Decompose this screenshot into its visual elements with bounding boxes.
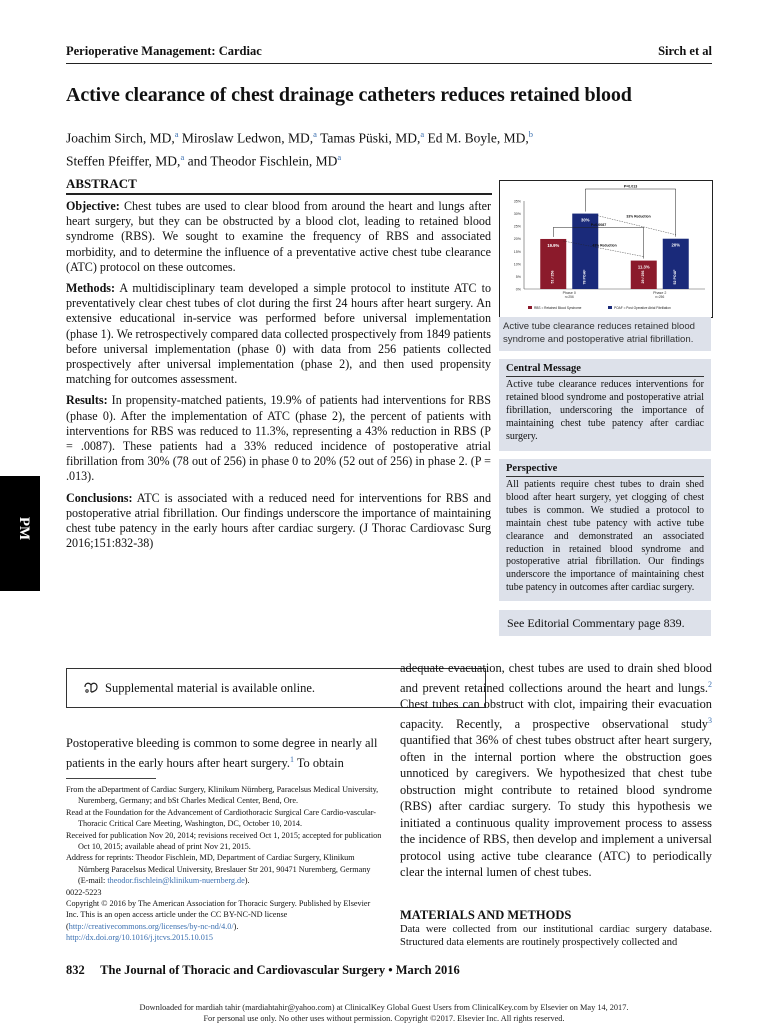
figure-caption: Active tube clearance reduces retained blood syndrome and postoperative atrial fibrillation. bbox=[499, 317, 711, 351]
methods-label: Methods: bbox=[66, 281, 116, 296]
address-end: ). bbox=[244, 876, 250, 886]
reference-link[interactable]: 3 bbox=[708, 715, 712, 725]
bar-value-label: 30% bbox=[581, 217, 590, 223]
page-footer bbox=[66, 963, 460, 978]
bar-value-label: 20% bbox=[671, 242, 680, 248]
y-tick-label: 5% bbox=[515, 274, 521, 279]
perspective-box bbox=[499, 459, 711, 601]
author-affiliation[interactable]: b bbox=[528, 129, 534, 139]
author-name: Miroslaw Ledwon, MD, bbox=[178, 130, 314, 146]
methods-text: A multidisciplinary team developed a simple protocol to institute ATC to preventatively clear chest tubes of clot during the first 24 hours after heart surgery. An extensive educational in-service was performed before universal implementation (phase 1). We retrospectively compared data collected prospectively from 1849 patients before universal implementation (phase 0) with data from 256 patients collected prospectively after universal implementation (phase 2), and then used propensity matching for outcomes assessment. bbox=[66, 281, 492, 387]
y-tick-label: 35% bbox=[513, 199, 521, 204]
bar-value-label: 11.3% bbox=[637, 264, 650, 270]
download-notice bbox=[0, 1003, 768, 1024]
copyright-end: ). bbox=[233, 921, 239, 931]
intro-right-text-3: quantified that 36% of chest tubes obstruct after heart surgery, often in the internal portion where the obstruction goes unnoticed by caregivers. We hypothesized that chest tube obstruction might contribute to retained blood syndrome (RBS) after cardiac surgery. To study this hypothesis we initiated a continuous quality improvement process to assess the incidence of RBS, then develop and implement a universal protocol using active tube clearance (ATC) to periodically clear the internal lumen of chest tubes. bbox=[400, 733, 712, 880]
y-tick-label: 25% bbox=[513, 224, 521, 229]
supplemental-label: Supplemental material is available online. bbox=[105, 681, 316, 695]
abstract-objective bbox=[66, 199, 491, 275]
reduction-rbs: 43% Reduction bbox=[592, 243, 617, 248]
license-link[interactable]: http://creativecommons.org/licenses/by-nc-nd/4.0/ bbox=[68, 921, 234, 931]
download-notice-line-2: For personal use only. No other uses without permission. Copyright ©2017. Elsevier Inc. All rights reserved. bbox=[203, 1013, 565, 1023]
perspective-heading: Perspective bbox=[506, 463, 704, 477]
author-affiliation[interactable]: a bbox=[420, 129, 425, 139]
central-message-heading: Central Message bbox=[506, 363, 704, 377]
reference-link[interactable]: 1 bbox=[289, 754, 294, 764]
p-value-poaf: P=0.013 bbox=[623, 184, 638, 189]
footnotes bbox=[66, 784, 382, 944]
footnote-rule bbox=[66, 778, 156, 779]
author-line-2 bbox=[66, 148, 626, 171]
legend-label: POAF = Post Operative Atrial Fibrillation bbox=[614, 306, 671, 310]
conclusions-label: Conclusions: bbox=[66, 490, 133, 505]
author-affiliation[interactable]: a bbox=[337, 151, 342, 162]
x-tick-label: Phase 0 bbox=[562, 291, 576, 295]
author-affiliation[interactable]: a bbox=[313, 129, 317, 139]
bar-count-label: 52 POAF bbox=[672, 269, 677, 285]
copyright-text: Copyright © 2016 by The American Association for Thoracic Surgery. Published by Elsevier Inc. This is an open access article under the CC BY-NC-ND license ( bbox=[66, 899, 371, 931]
legend-label: RBS = Retained Blood Syndrome bbox=[534, 306, 582, 310]
bar-count-label: 78 POAF bbox=[582, 269, 587, 285]
abstract-heading: ABSTRACT bbox=[66, 176, 137, 191]
results-label: Results: bbox=[66, 393, 108, 408]
central-message-text: Active tube clearance reduces interventions for retained blood syndrome and postoperative atrial fibrillation, underscoring the importance of maintaining chest tube patency after cardiac surgery. bbox=[506, 379, 704, 442]
footnote-issn: 0022-5223 bbox=[66, 887, 102, 897]
reference-link[interactable]: 2 bbox=[708, 679, 712, 689]
footnote-read-at: Read at the Foundation for the Advancement of Cardiothoracic Surgical Care Cardio-vascular-Thoracic Critical Care Meeting, Washington, DC, October 10, 2014. bbox=[66, 807, 377, 829]
intro-left bbox=[66, 735, 382, 771]
results-text: In propensity-matched patients, 19.9% of patients had interventions for RBS (phase 0). After the implementation of ATC (phase 2), the percent of patients with interventions for RBS was reduced to 11.3%, representing a 43% reduction in RBS (P = .0087). These patients had a 33% reduced incidence of postoperative atrial fibrillation from 30% (78 out of 256) in phase 0 to 20% (52 out of 256) in phase 2. (P = .013). bbox=[66, 393, 491, 484]
x-tick-label: Phase 2 bbox=[653, 291, 667, 295]
abstract-rule bbox=[66, 193, 492, 195]
email-link[interactable]: theodor.fischlein@klinikum-nuernberg.de bbox=[107, 876, 245, 886]
author-name: Tamas Püski, MD, bbox=[316, 130, 421, 146]
p-value-rbs: P=0.0087 bbox=[590, 222, 607, 227]
bar-value-label: 19.9% bbox=[547, 242, 560, 248]
bar-count-label: 51 / 256 bbox=[550, 270, 555, 284]
intro-text: Postoperative bleeding is common to some degree in nearly all patients in the early hours after heart surgery. bbox=[66, 736, 378, 770]
methods-section-text: Data were collected from our institutional cardiac surgery database. Structured data elements are routinely prospectively collected and bbox=[400, 924, 712, 948]
author-name: and Theodor Fischlein, MD bbox=[184, 153, 338, 168]
conclusions-text: ATC is associated with a reduced need for interventions for RBS and postoperative atrial fibrillation. Our findings underscore the importance of maintaining chest tube patency in the early hours after cardiac surgery. (J Thorac Cardiovasc Surg 2016;151:832-38) bbox=[66, 490, 491, 551]
abstract-methods bbox=[66, 281, 491, 387]
y-tick-label: 15% bbox=[513, 249, 521, 254]
running-header-authors: Sirch et al bbox=[658, 44, 712, 58]
mouse-pointer-icon bbox=[83, 680, 99, 699]
intro-right-text-1: adequate evacuation, chest tubes are used to drain shed blood and prevent retained collections around the heart and lungs. bbox=[400, 661, 712, 695]
y-tick-label: 30% bbox=[513, 212, 521, 217]
editorial-commentary-link[interactable]: See Editorial Commentary page 839. bbox=[499, 610, 711, 636]
methods-section-heading: MATERIALS AND METHODS bbox=[400, 908, 572, 922]
y-tick-label: 10% bbox=[513, 262, 521, 267]
author-name: Joachim Sirch, MD, bbox=[66, 130, 175, 146]
abstract-conclusions bbox=[66, 491, 491, 552]
page-number: 832 bbox=[66, 963, 85, 977]
section-side-tab bbox=[0, 476, 40, 591]
header-rule bbox=[66, 63, 712, 64]
legend-swatch bbox=[528, 306, 532, 309]
x-tick-sublabel: n=256 bbox=[564, 295, 574, 299]
poaf-bracket bbox=[585, 189, 676, 237]
central-message-box bbox=[499, 359, 711, 451]
y-tick-label: 0% bbox=[515, 287, 521, 292]
running-header-section: Perioperative Management: Cardiac bbox=[66, 44, 262, 58]
author-line-1 bbox=[66, 125, 626, 148]
footnote-address bbox=[66, 852, 382, 886]
footnote-received: Received for publication Nov 20, 2014; revisions received Oct 1, 2015; accepted for publication Oct 10, 2015; available ahead of print Nov 21, 2015. bbox=[66, 830, 382, 852]
x-tick-sublabel: n=256 bbox=[655, 295, 665, 299]
objective-label: Objective: bbox=[66, 199, 120, 213]
author-name: Ed M. Boyle, MD, bbox=[424, 130, 529, 146]
intro-tail: To obtain bbox=[293, 755, 344, 770]
address-text: Address for reprints: Theodor Fischlein, MD, Department of Cardiac Surgery, Klinikum Nürnberg Paracelsus Medical University, Breslauer Str 201, 90471 Nuremberg, Germany (E-mail: bbox=[66, 853, 371, 886]
side-tab-label: PM bbox=[16, 516, 33, 541]
reduction-poaf: 33% Reduction bbox=[626, 214, 651, 219]
journal-name: The Journal of Thoracic and Cardiovascular Surgery • March 2016 bbox=[100, 963, 460, 977]
intro-right-text-2: Chest tubes can obstruct with clot, impairing their evacuation capacity. Recently, a prospective observational study bbox=[400, 697, 712, 731]
download-notice-line-1: Downloaded for mardiah tahir (mardiahtahir@yahoo.com) at ClinicalKey Global Guest Users from ClinicalKey.com by Elsevier on May 14, 2017. bbox=[139, 1003, 629, 1012]
footnote-affiliations: From the aDepartment of Cardiac Surgery, Klinikum Nürnberg, Paracelsus Medical University, Nuremberg, Germany; and bSt Charles Medical Center, Bend, Ore. bbox=[66, 785, 379, 806]
doi-link[interactable]: http://dx.doi.org/10.1016/j.jtcvs.2015.10.015 bbox=[66, 933, 213, 943]
author-affiliation[interactable]: a bbox=[180, 151, 185, 162]
footnote-copyright bbox=[66, 898, 382, 932]
author-name: Steffen Pfeiffer, MD, bbox=[66, 153, 181, 168]
intro-right bbox=[400, 660, 712, 881]
author-affiliation[interactable]: a bbox=[174, 129, 179, 139]
y-tick-label: 20% bbox=[513, 237, 521, 242]
abstract-results bbox=[66, 393, 491, 484]
central-figure bbox=[499, 180, 713, 318]
objective-text: Chest tubes are used to clear blood from around the heart and lungs after heart surgery, but they can be obstructed by a blood clot, leading to retained blood syndrome (RBS). We sought to examine the frequency of RBS and associated morbidity, and to determine the influence of a preventative active chest tube clearance (ATC) protocol on these outcomes. bbox=[66, 199, 491, 274]
bar-chart bbox=[500, 181, 712, 317]
article-title: Active clearance of chest drainage catheters reduces retained blood bbox=[66, 84, 632, 106]
author-list bbox=[66, 125, 626, 170]
bar-count-label: 29 / 256 bbox=[640, 270, 645, 284]
abstract-body bbox=[66, 199, 491, 557]
legend-swatch bbox=[608, 306, 612, 309]
perspective-text: All patients require chest tubes to drain shed blood after heart surgery, yet clogging of chest tubes is common. We studied a protocol to maintain chest tube patency with active tube clearance and demonstrated an associated reduction in retained blood syndrome and postoperative atrial fibrillation. Our findings underscore the importance of maintaining chest tube patency in outcomes after cardiac surgery. bbox=[506, 479, 704, 594]
